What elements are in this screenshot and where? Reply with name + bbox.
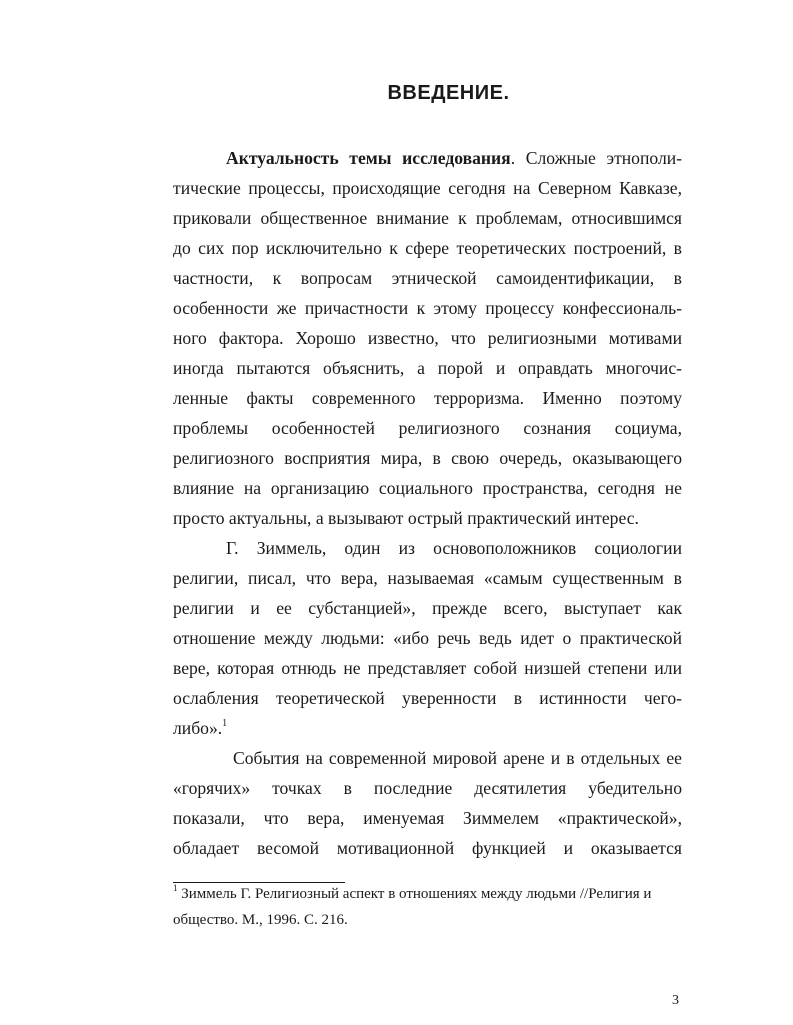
footnote-text-1: Зиммель Г. Религиозный аспект в отношениях между людьми //Религия и	[177, 886, 652, 902]
paragraph-1-line: влияние на организацию социального пространства, сегодня не	[173, 478, 682, 498]
footnote-line-2: общество. М., 1996. С. 216.	[173, 912, 348, 928]
paragraph-1-lead-tail: . Сложные этнополи-	[510, 148, 682, 168]
paragraph-3-line: События на современной мировой арене и в отдельных ее	[233, 748, 682, 768]
paragraph-1-line: особенности же причастности к этому процессу конфессиональ-	[173, 298, 682, 318]
paragraph-2-line: вере, которая отнюдь не представляет собой низшей степени или	[173, 658, 682, 678]
paragraph-2-last-text: либо».	[173, 718, 223, 738]
footnote-mark: 1	[173, 883, 178, 893]
paragraph-1-line-1	[226, 143, 682, 173]
paragraph-1-lead: Актуальность темы исследования	[226, 148, 511, 168]
paragraph-3-line: «горячих» точках в последние десятилетия убедительно	[173, 778, 682, 798]
paragraph-2-line: религии, писал, что вера, называемая «самым существенным в	[173, 568, 682, 588]
paragraph-2-last-line	[173, 713, 682, 743]
paragraph-1-line: приковали общественное внимание к проблемам, относившимся	[173, 208, 682, 228]
paragraph-1-line: религиозного восприятия мира, в свою очередь, оказывающего	[173, 448, 682, 468]
paragraph-1-line: до сих пор исключительно к сфере теоретических построений, в	[173, 238, 682, 258]
paragraph-1-line: ного фактора. Хорошо известно, что религиозными мотивами	[173, 328, 682, 348]
paragraph-1-line: ленные факты современного терроризма. Именно поэтому	[173, 388, 682, 408]
paragraph-2-line: религии и ее субстанцией», прежде всего, выступает как	[173, 598, 682, 618]
page-title: ВВЕДЕНИЕ.	[387, 82, 510, 104]
footnote-line-1	[173, 883, 682, 905]
paragraph-1-line: иногда пытаются объяснить, а порой и оправдать многочис-	[173, 358, 682, 378]
paragraph-3-line: обладает весомой мотивационной функцией и оказывается	[173, 838, 682, 858]
page-number: 3	[672, 993, 679, 1008]
paragraph-1-line: частности, к вопросам этнической самоидентификации, в	[173, 268, 682, 288]
paragraph-3-line: показали, что вера, именуемая Зиммелем «практической»,	[173, 808, 682, 828]
paragraph-2-line: отношение между людьми: «ибо речь ведь идет о практической	[173, 628, 682, 648]
paragraph-1-last-line: просто актуальны, а вызывают острый практический интерес.	[173, 508, 639, 528]
paragraph-1-line: проблемы особенностей религиозного сознания социума,	[173, 418, 682, 438]
paragraph-2-line: ослабления теоретической уверенности в истинности чего-	[173, 688, 682, 708]
footnote-reference[interactable]: 1	[222, 718, 228, 729]
paragraph-2-line: Г. Зиммель, один из основоположников социологии	[226, 538, 682, 558]
paragraph-1-line: тические процессы, происходящие сегодня на Северном Кавказе,	[173, 178, 682, 198]
